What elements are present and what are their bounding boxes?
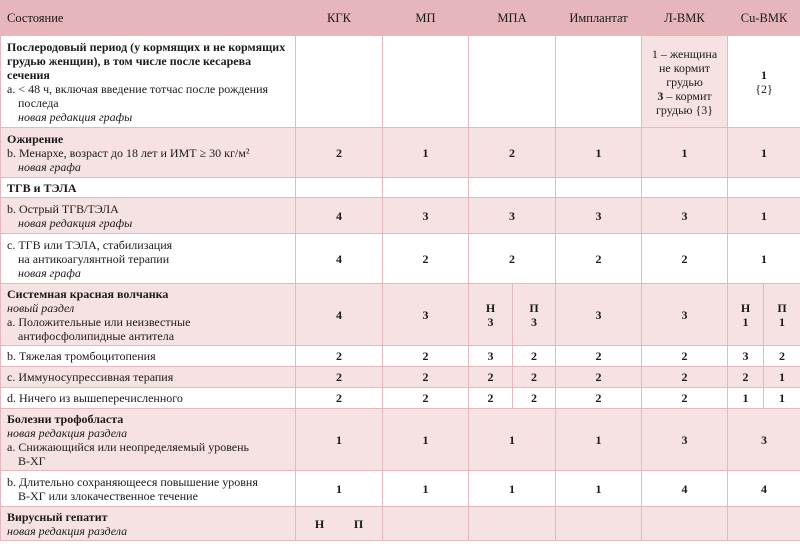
- table-header: [1, 1, 800, 36]
- section-title: Вирусный гепатит: [7, 509, 108, 524]
- section-title: Системная красная волчанка: [7, 286, 169, 301]
- header-cuvmk: Cu-ВМК: [728, 1, 800, 36]
- edit-note: новая редакция раздела: [7, 425, 128, 440]
- table-row: Болезни трофобласта новая редакция раздела a. Снижающийся или неопределяемый уровень В-ХГ 1 1 1 1 3 3: [1, 409, 800, 471]
- table-row: Вирусный гепатит новая редакция раздела Н П: [1, 507, 800, 541]
- section-title: ТГВ и ТЭЛА: [1, 178, 296, 198]
- table-row: Ожирение b. Менархе, возраст до 18 лет и ИМТ ≥ 30 кг/м² новая графа 2 1 2 1 1 1: [1, 128, 800, 178]
- header-mp: МП: [383, 1, 469, 36]
- edit-note: новый раздел: [7, 300, 75, 315]
- edit-note: новая графа: [18, 159, 81, 174]
- header-implant: Имплантат: [556, 1, 642, 36]
- cuvmk-cell: 1 {2}: [728, 36, 800, 128]
- header-kgk: КГК: [296, 1, 383, 36]
- section-title: Болезни трофобласта: [7, 411, 124, 426]
- table-row: [1, 178, 800, 198]
- section-title: Ожирение: [7, 131, 64, 146]
- table-row: b. Острый ТГВ/ТЭЛА новая редакция графы 4 3 3 3 3 1: [1, 198, 800, 234]
- table-row: c. Иммуносупрессивная терапия 2 2 2 2 2 2 2 1: [1, 367, 800, 388]
- edit-note: новая графа: [18, 265, 81, 280]
- edit-note: новая редакция графы: [18, 109, 133, 124]
- row-condition: Послеродовый период (у кормящих и не кормящих грудью женщин), в том числе после кесарева сечения a. < 48 ч, включая введение тотчас после рождения последа новая редакция графы: [1, 36, 296, 128]
- section-title: Послеродовый период (у кормящих и не кормящих грудью женщин), в том числе после кесарева сечения: [7, 39, 286, 82]
- edit-note: новая редакция раздела: [7, 523, 128, 538]
- header-lvmk: Л-ВМК: [642, 1, 728, 36]
- table-row: b. Тяжелая тромбоцитопения 2 2 3 2 2 2 3 2: [1, 346, 800, 367]
- header-mpa: МПА: [469, 1, 556, 36]
- lvmk-cell: 1 – женщина не кормит грудью 3 – кормит грудью {3}: [642, 36, 728, 128]
- table-row: d. Ничего из вышеперечисленного 2 2 2 2 2 2 1 1: [1, 388, 800, 409]
- table-row: c. ТГВ или ТЭЛА, стабилизация на антикоагулянтной терапии новая графа 4 2 2 2 2 1: [1, 234, 800, 284]
- table-row: b. Длительно сохраняющееся повышение уровня В-ХГ или злокачественное течение 1 1 1 1 4 4: [1, 471, 800, 507]
- table-row: Системная красная волчанка новый раздел a. Положительные или неизвестные антифосфолипидные антитела 4 3 Н 3 П 3 3 3 Н 1 П 1: [1, 284, 800, 346]
- table-row: [1, 36, 800, 128]
- edit-note: новая редакция графы: [18, 215, 133, 230]
- header-condition: Состояние: [1, 1, 296, 36]
